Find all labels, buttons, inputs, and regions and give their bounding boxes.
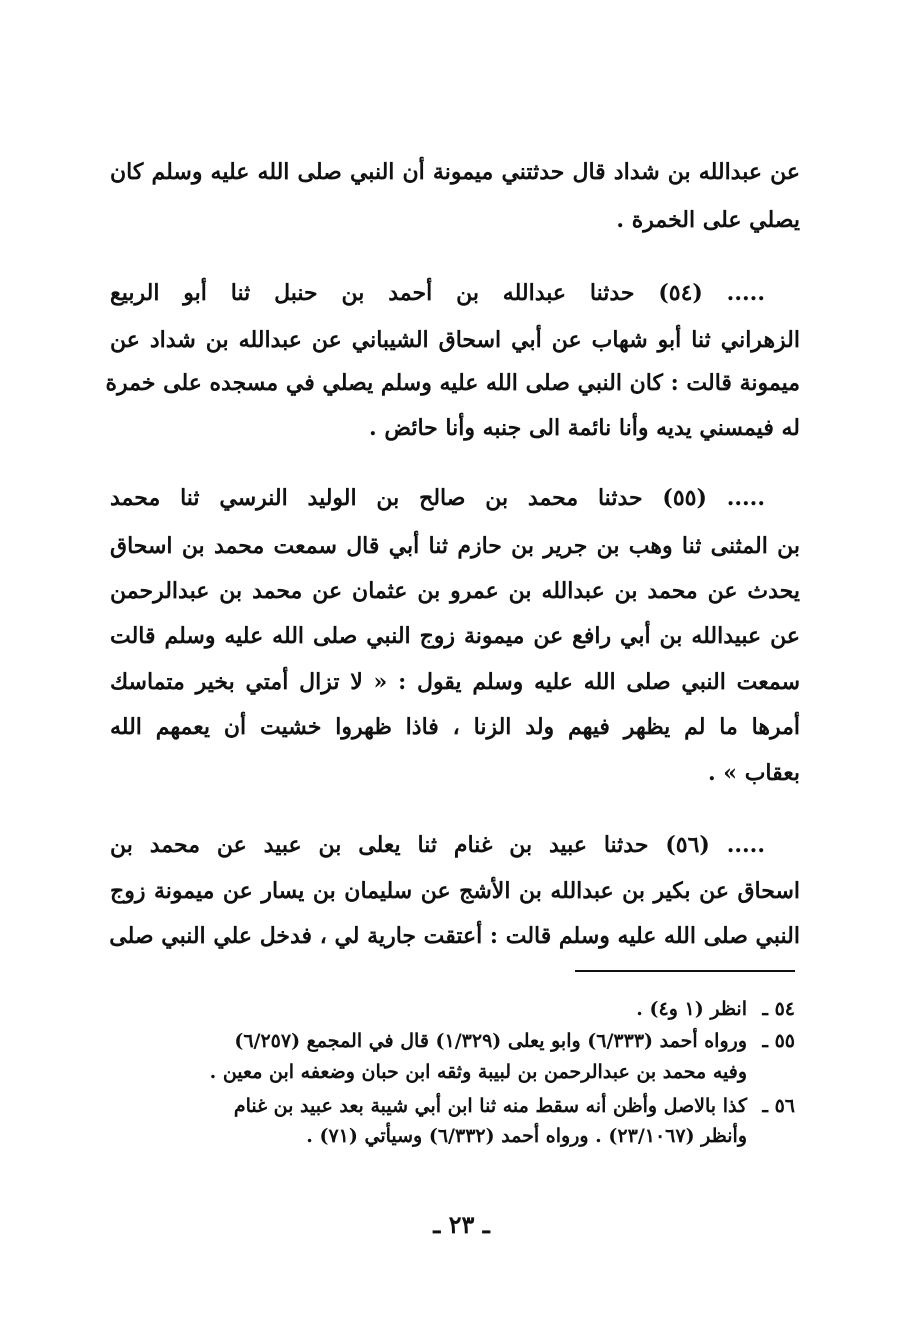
page-number: ـ ٢٣ ـ (433, 1210, 490, 1239)
body-line: بن المثنى ثنا وهب بن جرير بن حازم ثنا أبي قال سمعت محمد بن اسحاق (110, 533, 800, 559)
footnote-number: ٥٤ ـ (762, 998, 795, 1020)
body-line: سمعت النبي صلى الله عليه وسلم يقول : « لا تزال أمتي بخير متماسك (110, 669, 800, 695)
footnote-line (636, 997, 795, 1021)
footnote-number: ٥٦ ـ (762, 1095, 795, 1117)
footnote-text: انظر (١ و٤) . (636, 998, 747, 1020)
footnote-number: ٥٥ ـ (762, 1030, 795, 1052)
body-line: بعقاب » . (707, 760, 800, 786)
body-line: عن عبدالله بن شداد قال حدثتني ميمونة أن النبي صلى الله عليه وسلم كان (110, 159, 800, 185)
body-line: النبي صلى الله عليه وسلم قالت : أعتقت جارية لي ، فدخل علي النبي صلى (109, 923, 800, 949)
footnote-line (234, 1029, 795, 1053)
body-line: ..... (٥٦) حدثنا عبيد بن غنام ثنا يعلى بن عبيد عن محمد بن (110, 832, 766, 858)
footnote-line (306, 1124, 795, 1148)
body-line: يحدث عن محمد بن عبدالله بن عمرو بن عثمان عن محمد بن عبدالرحمن (110, 578, 800, 604)
footnote-divider (575, 970, 795, 972)
footnote-text: كذا بالاصل وأظن أنه سقط منه ثنا ابن أبي شيبة بعد عبيد بن غنام (233, 1095, 747, 1117)
body-line: يصلي على الخمرة . (616, 207, 800, 233)
body-line: له فيمسني يديه وأنا نائمة الى جنبه وأنا حائض . (369, 415, 800, 441)
body-line: ميمونة قالت : كان النبي صلى الله عليه وسلم يصلي في مسجده على خمرة (105, 370, 800, 396)
footnote-text: وفيه محمد بن عبدالرحمن بن لبيبة وثقه ابن حبان وضعفه ابن معين . (209, 1061, 747, 1083)
body-line: الزهراني ثنا أبو شهاب عن أبي اسحاق الشيباني عن عبدالله بن شداد عن (110, 327, 800, 353)
body-line: اسحاق عن بكير بن عبدالله بن الأشج عن سليمان بن يسار عن ميمونة زوج (110, 878, 800, 904)
footnote-text: ورواه أحمد (٦/٣٣٣) وابو يعلى (١/٣٢٩) قال في المجمع (٦/٢٥٧) (234, 1030, 747, 1052)
body-line: أمرها ما لم يظهر فيهم ولد الزنا ، فاذا ظهروا خشيت أن يعمهم الله (110, 714, 800, 740)
body-line: ..... (٥٥) حدثنا محمد بن صالح بن الوليد النرسي ثنا محمد (110, 485, 765, 511)
body-line: عن عبيدالله بن أبي رافع عن ميمونة زوج النبي صلى الله عليه وسلم قالت (110, 623, 800, 649)
footnote-text: وأنظر (٢٣/١٠٦٧) . ورواه أحمد (٦/٣٣٢) وسيأتي (٧١) . (306, 1125, 747, 1147)
footnote-line (234, 1094, 795, 1118)
footnote-line (210, 1060, 795, 1084)
body-line: ..... (٥٤) حدثنا عبدالله بن أحمد بن حنبل ثنا أبو الربيع (110, 280, 765, 306)
